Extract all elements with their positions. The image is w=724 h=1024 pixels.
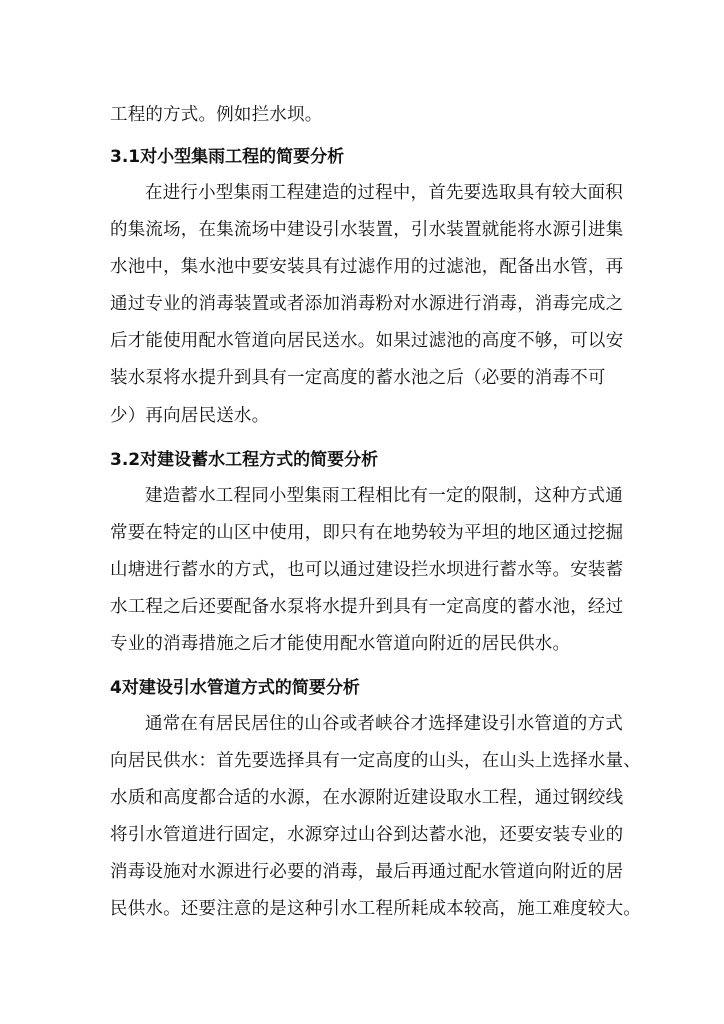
paragraph-line: 建造蓄水工程同小型集雨工程相比有一定的限制，这种方式通 <box>145 486 623 506</box>
section-heading-4: 4对建设引水管道方式的简要分析 <box>110 678 360 698</box>
paragraph-line: 专业的消毒措施之后才能使用配水管道向附近的居民供水。 <box>110 634 571 654</box>
paragraph-line: 通常在有居民居住的山谷或者峡谷才选择建设引水管道的方式 <box>145 714 623 734</box>
section-heading-3-1: 3.1对小型集雨工程的简要分析 <box>110 147 345 167</box>
paragraph-line: 通过专业的消毒装置或者添加消毒粉对水源进行消毒，消毒完成之 <box>110 294 624 314</box>
paragraph-line: 水质和高度都合适的水源，在水源附近建设取水工程，通过钢绞线 <box>110 788 624 808</box>
paragraph-line: 山塘进行蓄水的方式，也可以通过建设拦水坝进行蓄水等。安装蓄 <box>110 560 624 580</box>
section-heading-3-2: 3.2对建设蓄水工程方式的简要分析 <box>110 450 379 470</box>
paragraph-line: 装水泵将水提升到具有一定高度的蓄水池之后（必要的消毒不可 <box>110 368 606 388</box>
paragraph-line: 水池中，集水池中要安装具有过滤作用的过滤池，配备出水管，再 <box>110 257 624 277</box>
paragraph-line: 水工程之后还要配备水泵将水提升到具有一定高度的蓄水池，经过 <box>110 597 624 617</box>
paragraph-line: 民供水。还要注意的是这种引水工程所耗成本较高，施工难度较大。 <box>110 899 641 919</box>
paragraph-line: 后才能使用配水管道向居民送水。如果过滤池的高度不够，可以安 <box>110 331 624 351</box>
paragraph-line: 将引水管道进行固定，水源穿过山谷到达蓄水池，还要安装专业的 <box>110 825 624 845</box>
paragraph-line: 向居民供水：首先要选择具有一定高度的山头，在山头上选择水量、 <box>110 751 641 771</box>
paragraph-line: 的集流场，在集流场中建设引水装置，引水装置就能将水源引进集 <box>110 220 624 240</box>
paragraph-line: 在进行小型集雨工程建造的过程中，首先要选取具有较大面积 <box>145 183 623 203</box>
paragraph-line: 常要在特定的山区中使用，即只有在地势较为平坦的地区通过挖掘 <box>110 523 624 543</box>
paragraph-line: 少）再向居民送水。 <box>110 406 270 426</box>
paragraph-line: 消毒设施对水源进行必要的消毒，最后再通过配水管道向附近的居 <box>110 862 624 882</box>
paragraph-line: 工程的方式。例如拦水坝。 <box>110 105 323 125</box>
